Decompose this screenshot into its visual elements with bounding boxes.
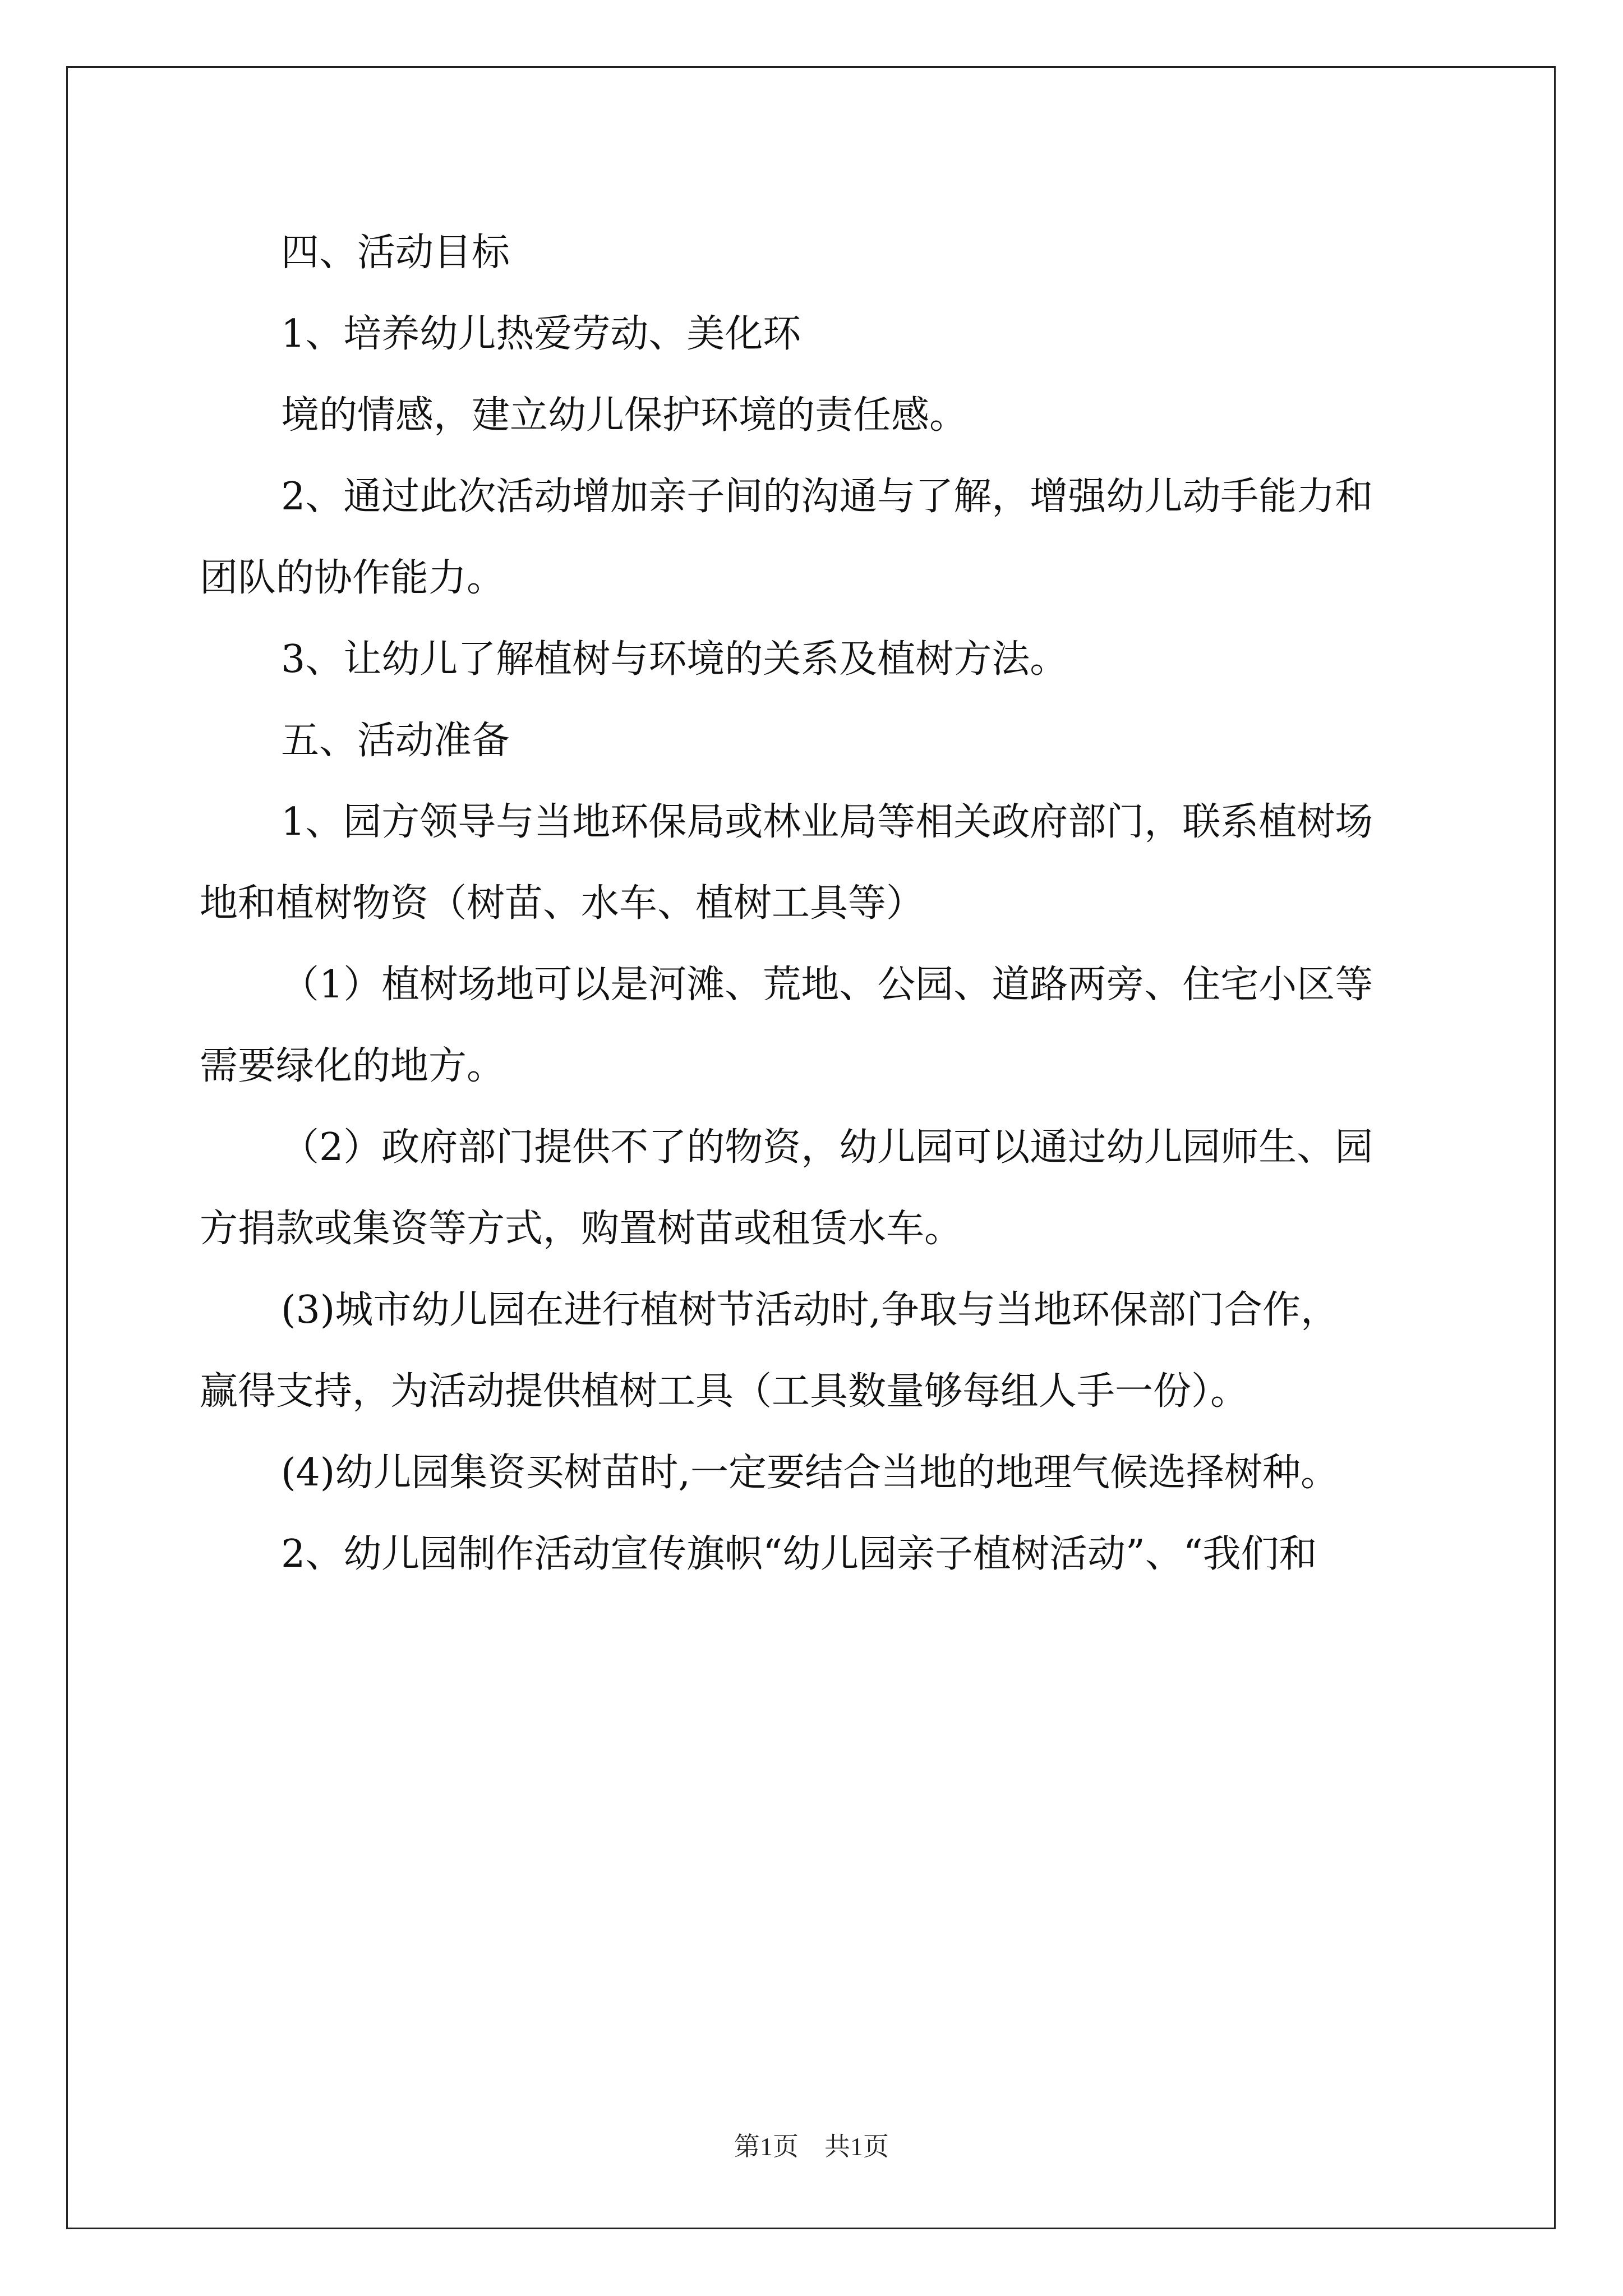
page-number-footer: 第1页 共1页 bbox=[734, 2132, 889, 2161]
paragraph: (4)幼儿园集资买树苗时,一定要结合当地的地理气候选择树种。 bbox=[281, 1451, 1339, 1495]
paragraph: （1）植树场地可以是河滩、荒地、公园、道路两旁、住宅小区等 bbox=[281, 963, 1373, 1007]
paragraph: 需要绿化的地方。 bbox=[200, 1044, 505, 1088]
paragraph: 方捐款或集资等方式，购置树苗或租赁水车。 bbox=[200, 1207, 963, 1251]
paragraph: 2、通过此次活动增加亲子间的沟通与了解，增强幼儿动手能力和 bbox=[281, 475, 1373, 519]
paragraph: 团队的协作能力。 bbox=[200, 556, 505, 600]
paragraph: 1、园方领导与当地环保局或林业局等相关政府部门，联系植树场 bbox=[281, 800, 1373, 844]
paragraph: 3、让幼儿了解植树与环境的关系及植树方法。 bbox=[281, 637, 1068, 682]
document-body bbox=[200, 212, 1427, 1595]
paragraph: 境的情感，建立幼儿保护环境的责任感。 bbox=[281, 393, 968, 438]
paragraph: (3)城市幼儿园在进行植树节活动时,争取与当地环保部门合作， bbox=[281, 1288, 1339, 1332]
section-heading-preparation: 五、活动准备 bbox=[281, 719, 510, 763]
paragraph: 地和植树物资（树苗、水车、植树工具等） bbox=[200, 881, 925, 926]
paragraph: 赢得支持，为活动提供植树工具（工具数量够每组人手一份）。 bbox=[200, 1369, 1249, 1414]
paragraph: （2）政府部门提供不了的物资，幼儿园可以通过幼儿园师生、园 bbox=[281, 1125, 1373, 1170]
section-heading-goals: 四、活动目标 bbox=[281, 231, 510, 275]
paragraph: 2、幼儿园制作活动宣传旗帜“幼儿园亲子植树活动”、“我们和 bbox=[281, 1532, 1317, 1576]
paragraph: 1、培养幼儿热爱劳动、美化环 bbox=[281, 312, 801, 356]
